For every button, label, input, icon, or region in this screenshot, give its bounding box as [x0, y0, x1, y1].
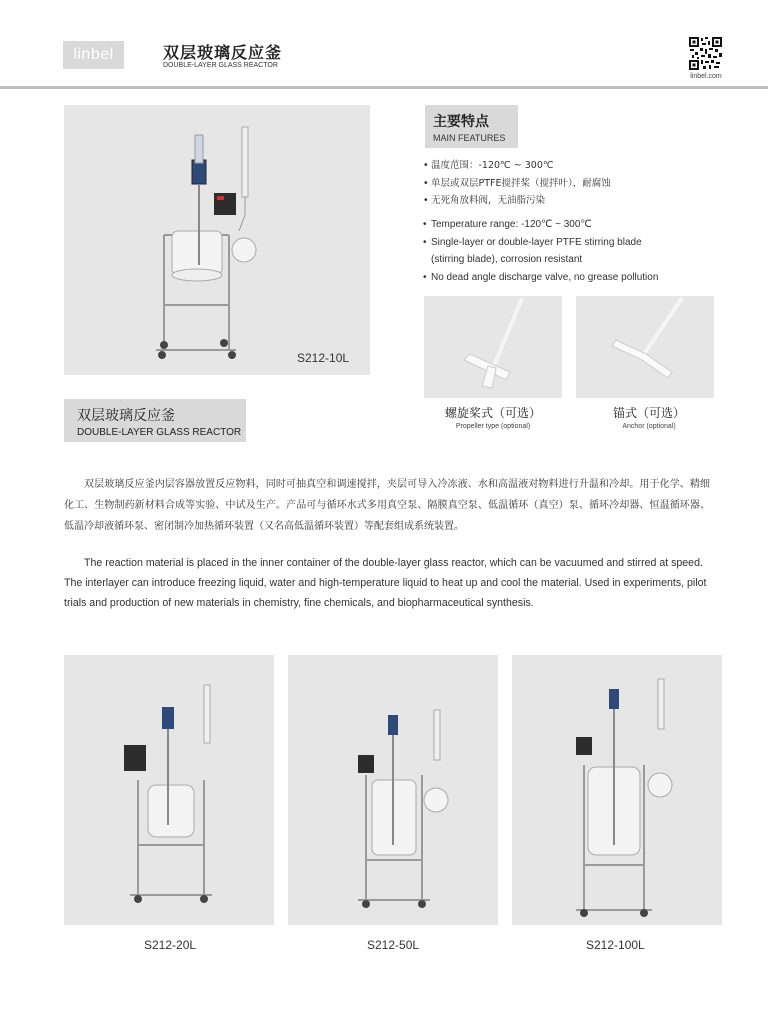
features-list-en — [423, 216, 733, 286]
feature-item: • 无死角放料阀，无油脂污染 — [423, 192, 733, 210]
feature-item-continued: (stirring blade), corrosion resistant — [431, 254, 583, 265]
description-en: The reaction material is placed in the inner container of the double-layer glass reactor, which can be vacuumed and stirred at speed. The interlayer can introduce freezing liquid, water and high-temperature liquid to heat up and cool the material. Used in experiments, pilot trials and production of new materials in chemistry, fine chemicals, and biopharmaceutical synthesis. — [64, 557, 707, 609]
section-heading — [64, 399, 246, 442]
reactor-illustration — [288, 655, 498, 925]
anchor-label-cn: 锚式（可选） — [612, 406, 685, 420]
section-heading-cn: 双层玻璃反应釜 — [77, 408, 175, 424]
model-label-20l: S212-20L — [144, 938, 197, 952]
model-label-100l: S212-100L — [586, 938, 645, 952]
features-heading-en: MAIN FEATURES — [433, 133, 506, 143]
feature-item: • Single-layer or double-layer PTFE stirring blade — [423, 234, 733, 252]
model-photo-20l — [64, 655, 274, 925]
feature-item: • No dead angle discharge valve, no grease pollution — [423, 269, 733, 287]
propeller-blade-photo — [424, 296, 562, 398]
feature-item: • 单层或双层PTFE搅拌桨（搅拌叶），耐腐蚀 — [423, 175, 733, 193]
qr-code-icon[interactable] — [689, 37, 722, 70]
anchor-icon — [576, 296, 714, 398]
website-label: linbel.com — [690, 73, 722, 80]
reactor-illustration — [64, 105, 370, 375]
model-photo-100l — [512, 655, 722, 925]
propeller-icon — [424, 296, 562, 398]
page-subtitle: DOUBLE-LAYER GLASS REACTOR — [163, 62, 278, 69]
reactor-illustration — [512, 655, 722, 925]
feature-item: • Temperature range: -120℃ ~ 300℃ — [423, 216, 733, 234]
features-list-cn — [423, 157, 733, 210]
model-photo-50l — [288, 655, 498, 925]
page-title: 双层玻璃反应釜 — [163, 43, 283, 62]
reactor-illustration — [64, 655, 274, 925]
section-heading-en: DOUBLE-LAYER GLASS REACTOR — [77, 427, 242, 438]
features-heading — [425, 105, 518, 148]
anchor-label-en: Anchor (optional) — [622, 423, 676, 430]
description-cn: 双层玻璃反应釜内层容器放置反应物料，同时可抽真空和调速搅拌，夹层可导入冷冻液、水和高温液对物料进行升温和冷却。用于化学、精细化工、生物制药新材料合成等实验、中试及生产。产品可与循环水式多用真空泵、隔膜真空泵、低温循环（真空）泵、循环冷却器、恒温循环器、低温冷却液循环泵、密闭制冷加热循环装置（又名高低温循环装置）等配套组成系统装置。 — [64, 479, 710, 532]
propeller-label-cn: 螺旋桨式（可选） — [444, 406, 541, 420]
brand-logo: linbel — [63, 41, 124, 69]
features-heading-cn: 主要特点 — [433, 114, 489, 130]
anchor-blade-photo — [576, 296, 714, 398]
main-product-photo — [64, 105, 370, 375]
propeller-label-en: Propeller type (optional) — [455, 423, 531, 430]
model-label-50l: S212-50L — [367, 938, 420, 952]
feature-item: • 温度范围：-120℃ ~ 300℃ — [423, 157, 733, 175]
model-label-main: S212-10L — [297, 351, 350, 365]
header-divider — [0, 86, 768, 89]
